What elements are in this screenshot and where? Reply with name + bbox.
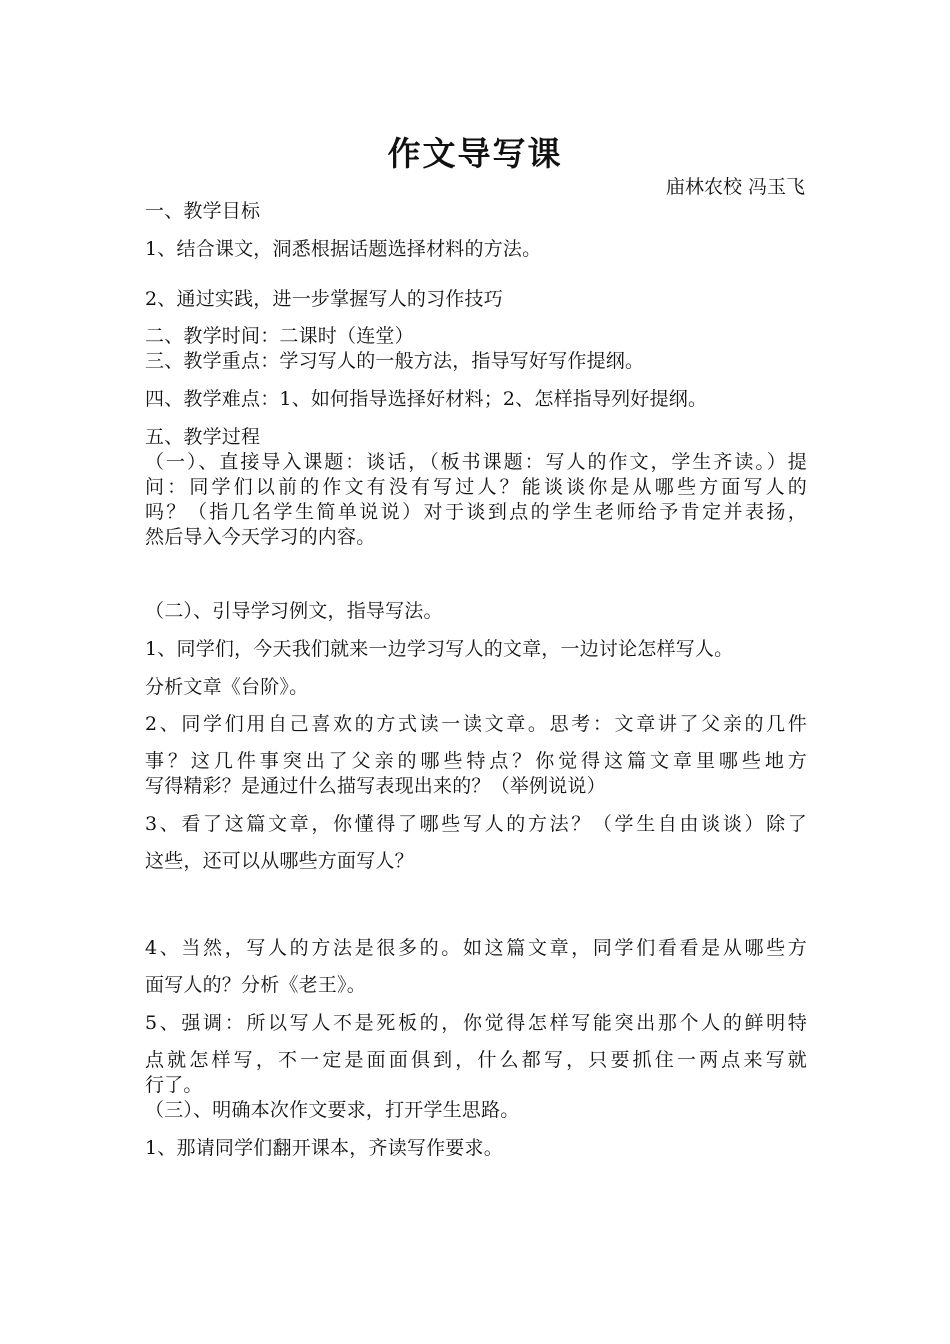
text-line: 1、结合课文，洞悉根据话题选择材料的方法。 [145,238,542,260]
text-line: 3、看了这篇文章，你懂得了哪些写人的方法？（学生自由谈谈）除了 [145,813,807,835]
text-line: 行了。 [145,1074,203,1096]
text-line: 事？这几件事突出了父亲的哪些特点？你觉得这篇文章里哪些地方 [145,750,807,772]
text-line: 2、通过实践，进一步掌握写人的习作技巧 [145,288,503,310]
page-title: 作文导写课 [387,134,563,173]
subsection-heading: （三）、明确本次作文要求，打开学生思路。 [145,1099,520,1121]
section-heading: 四、教学难点：1、如何指导选择好材料；2、怎样指导列好提纲。 [145,388,708,410]
text-line: 然后导入今天学习的内容。 [145,526,376,548]
section-heading: 二、教学时间：二课时（连堂） [145,325,414,347]
text-line: 1、同学们，今天我们就来一边学习写人的文章，一边讨论怎样写人。 [145,638,734,660]
text-line: 1、那请同学们翻开课本，齐读写作要求。 [145,1137,503,1159]
author-line: 庙林农校 冯玉飞 [665,176,805,198]
section-heading: 三、教学重点：学习写人的一般方法，指导写好写作提纲。 [145,350,645,372]
text-line: 点就怎样写，不一定是面面俱到，什么都写，只要抓住一两点来写就 [145,1049,807,1071]
text-line: 吗？（指几名学生简单说说）对于谈到点的学生老师给予肯定并表扬， [145,501,807,523]
section-heading: 一、教学目标 [145,200,261,222]
subsection-heading: （二）、引导学习例文，指导写法。 [145,600,443,622]
text-line: 2、同学们用自己喜欢的方式读一读文章。思考：文章讲了父亲的几件 [145,713,807,735]
section-heading: 五、教学过程 [145,426,261,448]
text-line: 5、强调：所以写人不是死板的，你觉得怎样写能突出那个人的鲜明特 [145,1012,807,1034]
text-line: 4、当然，写人的方法是很多的。如这篇文章，同学们看看是从哪些方 [145,937,807,959]
text-line: 分析文章《台阶》。 [145,676,309,698]
text-line: 这些，还可以从哪些方面写人？ [145,850,414,872]
text-line: （一）、直接导入课题：谈话，（板书课题：写人的作文，学生齐读。）提 [145,451,807,473]
text-line: 面写人的？分析《老王》。 [145,974,366,996]
text-line: 写得精彩？是通过什么描写表现出来的？（举例说说） [145,775,606,797]
text-line: 问：同学们以前的作文有没有写过人？能谈谈你是从哪些方面写人的 [145,476,807,498]
